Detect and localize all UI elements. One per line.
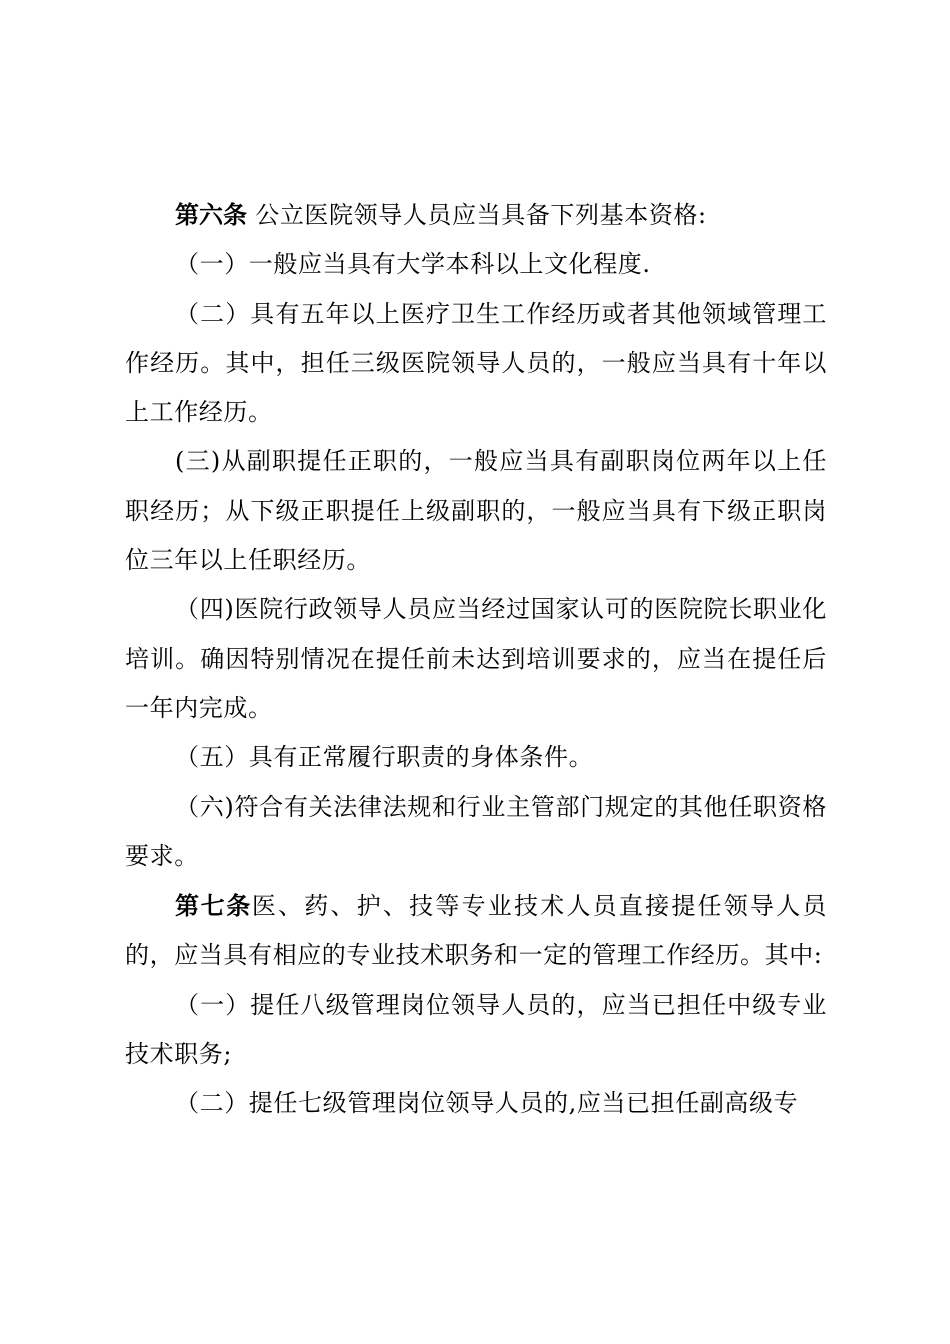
paragraph-text: （一）提任八级管理岗位领导人员的，应当已担任中级专业技术职务; bbox=[125, 990, 827, 1069]
clause-7-2 bbox=[125, 1079, 827, 1128]
clause-6-3 bbox=[125, 437, 827, 585]
clause-6-2 bbox=[125, 290, 827, 438]
article-7-heading bbox=[125, 881, 827, 981]
clause-6-6 bbox=[125, 783, 827, 882]
paragraph-text: (三)从副职提任正职的，一般应当具有副职岗位两年以上任职经历；从下级正职提任上级副职的，一般应当具有下级正职岗位三年以上任职经历。 bbox=[125, 447, 827, 575]
article-label: 第七条 bbox=[175, 891, 252, 921]
paragraph-text: （二）提任七级管理岗位领导人员的,应当已担任副高级专 bbox=[175, 1089, 799, 1118]
paragraph-text: （二）具有五年以上医疗卫生工作经历或者其他领域管理工作经历。其中，担任三级医院领导人员的，一般应当具有十年以上工作经历。 bbox=[125, 299, 827, 427]
article-6-heading bbox=[125, 190, 827, 240]
paragraph-text: （四)医院行政领导人员应当经过国家认可的医院院长职业化培训。确因特别情况在提任前未达到培训要求的，应当在提任后一年内完成。 bbox=[125, 595, 827, 722]
paragraph-text: （一）一般应当具有大学本科以上文化程度. bbox=[175, 250, 651, 279]
paragraph-text: （六)符合有关法律法规和行业主管部门规定的其他任职资格要求。 bbox=[125, 792, 827, 870]
clause-7-1 bbox=[125, 981, 827, 1080]
clause-6-4 bbox=[125, 585, 827, 733]
clause-6-5 bbox=[125, 733, 827, 782]
paragraph-text: 医、药、护、技等专业技术人员直接提任领导人员的，应当具有相应的专业技术职务和一定的管理工作经历。其中: bbox=[125, 892, 828, 970]
paragraph-text: （五）具有正常履行职责的身体条件。 bbox=[175, 743, 594, 772]
document-page bbox=[125, 190, 827, 1129]
article-label: 第六条 bbox=[175, 200, 247, 229]
paragraph-text: 公立医院领导人员应当具备下列基本资格: bbox=[247, 201, 707, 229]
clause-6-1 bbox=[125, 240, 827, 289]
